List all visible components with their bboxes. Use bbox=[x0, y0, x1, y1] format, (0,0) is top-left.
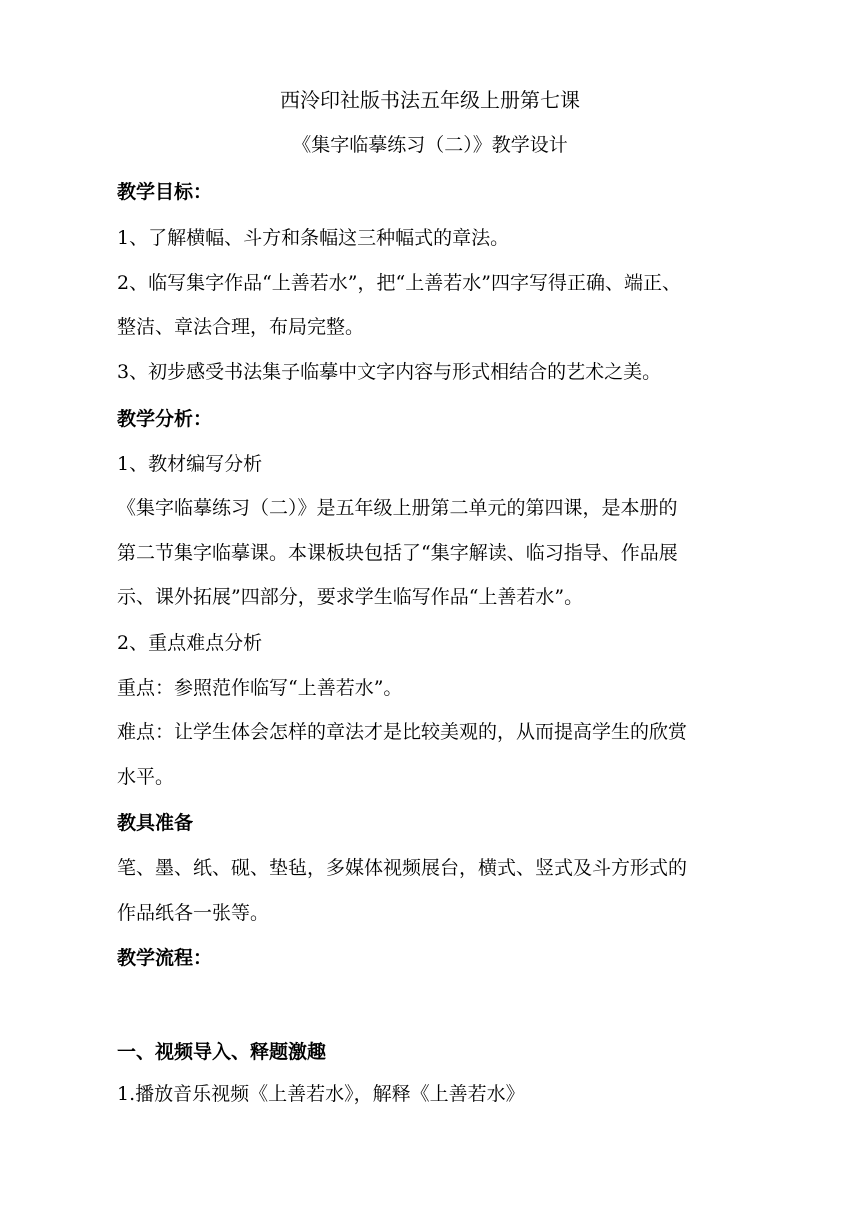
process-section-1-heading: 一、视频导入、释题激趣 bbox=[117, 1041, 327, 1063]
analysis-sub1-line-1: 《集字临摹练习（二）》是五年级上册第二单元的第四课，是本册的 bbox=[117, 497, 678, 519]
analysis-sub1-line-2: 第二节集字临摹课。本课板块包括了“集字解读、临习指导、作品展 bbox=[117, 542, 678, 564]
analysis-sub1-heading: 1、教材编写分析 bbox=[117, 453, 263, 475]
analysis-heading: 教学分析： bbox=[117, 408, 213, 430]
goal-item-1: 1、了解横幅、斗方和条幅这三种幅式的章法。 bbox=[117, 227, 510, 249]
document-subtitle: 《集字临摹练习（二）》教学设计 bbox=[292, 134, 568, 156]
document-title: 西泠印社版书法五年级上册第七课 bbox=[280, 88, 580, 112]
difficulty-line-2: 水平。 bbox=[117, 766, 175, 788]
goal-item-2-line-1: 2、临写集字作品“上善若水”，把“上善若水”四字写得正确、端正、 bbox=[117, 272, 681, 294]
goals-heading: 教学目标： bbox=[117, 181, 213, 203]
analysis-sub2-heading: 2、重点难点分析 bbox=[117, 632, 263, 654]
key-point: 重点：参照范作临写“上善若水”。 bbox=[117, 677, 403, 699]
process-step-1: 1.播放音乐视频《上善若水》，解释《上善若水》 bbox=[117, 1083, 525, 1105]
goal-item-3: 3、初步感受书法集子临摹中文字内容与形式相结合的艺术之美。 bbox=[117, 361, 662, 383]
goal-item-2-line-2: 整洁、章法合理，布局完整。 bbox=[117, 316, 365, 338]
analysis-sub1-line-3: 示、课外拓展”四部分，要求学生临写作品“上善若水”。 bbox=[117, 586, 584, 608]
tools-heading: 教具准备 bbox=[117, 812, 194, 834]
difficulty-line-1: 难点：让学生体会怎样的章法才是比较美观的，从而提高学生的欣赏 bbox=[117, 721, 688, 743]
process-heading: 教学流程： bbox=[117, 947, 213, 969]
tools-line-1: 笔、墨、纸、砚、垫毡，多媒体视频展台，横式、竖式及斗方形式的 bbox=[117, 857, 688, 879]
tools-line-2: 作品纸各一张等。 bbox=[117, 902, 270, 924]
